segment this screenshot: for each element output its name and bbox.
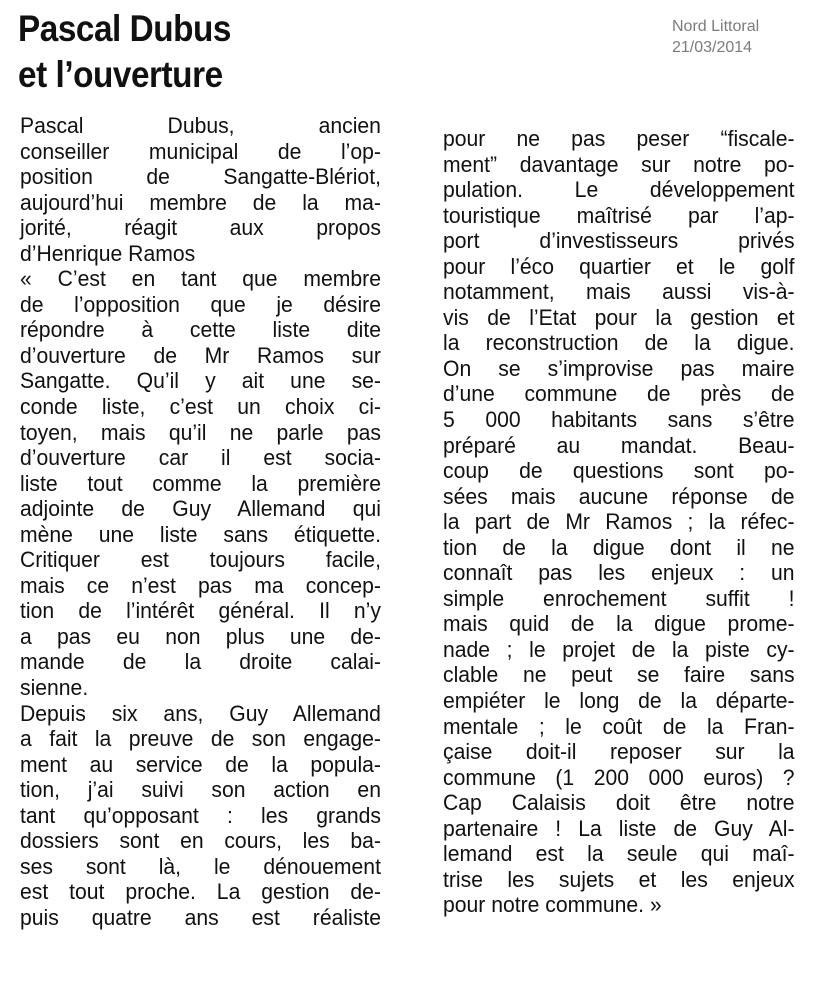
left-column-line: d’ouverture car il est socia- [20, 445, 381, 471]
left-column-line: mais ce n’est pas ma concep- [20, 572, 381, 598]
left-column-line: d’ouverture de Mr Ramos sur [20, 342, 381, 368]
left-column-line: mène une liste sans étiquette. [20, 521, 381, 547]
right-column-line: lemand est la seule qui maî- [443, 841, 795, 867]
right-column-line: clable ne peut se faire sans [443, 662, 795, 688]
right-column-line: la reconstruction de la digue. [443, 330, 795, 356]
right-column-line: ment” davantage sur notre po- [443, 151, 795, 177]
right-column-line: çaise doit-il reposer sur la [443, 739, 795, 765]
headline-line-2: et l’ouverture [18, 54, 223, 95]
left-column-line: tion, j’ai suivi son action en [20, 777, 381, 803]
left-column-line: est tout proche. La gestion de- [20, 879, 381, 905]
left-column-line: tion de l’intérêt général. Il n’y [20, 598, 381, 624]
left-column-line: mande de la droite calai- [20, 649, 381, 675]
left-column-line: Critiquer est toujours facile, [20, 547, 381, 573]
right-column-line: commune (1 200 000 euros) ? [443, 764, 795, 790]
left-column-line: jorité, réagit aux propos [20, 215, 381, 241]
left-column-line: conde liste, c’est un choix ci- [20, 394, 381, 420]
left-column-line: a pas eu non plus une de- [20, 623, 381, 649]
source-name: Nord Littoral [672, 18, 760, 35]
source-date: 21/03/2014 [672, 39, 753, 56]
right-column-line: coup de questions sont po- [443, 458, 795, 484]
left-column-line: « C’est en tant que membre [20, 266, 381, 292]
source-block [672, 16, 759, 58]
left-column-line: ses sont là, le dénouement [20, 853, 381, 879]
left-column-line: Sangatte. Qu’il y ait une se- [20, 368, 381, 394]
left-column-line: Pascal Dubus, ancien [20, 113, 381, 138]
left-column-line: de l’opposition que je désire [20, 291, 381, 317]
right-column-line: port d’investisseurs privés [443, 228, 795, 254]
right-column-line: pour l’éco quartier et le golf [443, 253, 795, 279]
right-column-line: pour ne pas peser “fiscale- [443, 126, 795, 151]
right-column-line: pour notre commune. » [443, 892, 662, 918]
left-column-line: liste tout comme la première [20, 470, 381, 496]
left-column-line: tant qu’opposant : les grands [20, 802, 381, 828]
headline [18, 6, 231, 98]
left-column-line: position de Sangatte-Blériot, [20, 164, 381, 190]
left-column-line: Depuis six ans, Guy Allemand [20, 700, 381, 726]
article-column-left [20, 113, 381, 931]
right-column-line: notamment, mais aussi vis-à- [443, 279, 795, 305]
article-column-right [443, 126, 795, 918]
right-column-line: simple enrochement suffit ! [443, 585, 795, 611]
right-column-line: connaît pas les enjeux : un [443, 560, 795, 586]
right-column-line: pulation. Le développement [443, 177, 795, 203]
left-column-line: sienne. [20, 675, 89, 701]
right-column-line: touristique maîtrisé par l’ap- [443, 202, 795, 228]
right-column-line: préparé au mandat. Beau- [443, 432, 795, 458]
left-column-line: d’Henrique Ramos [20, 240, 196, 266]
left-column-line: toyen, mais qu’il ne parle pas [20, 419, 381, 445]
right-column-line: sées mais aucune réponse de [443, 483, 795, 509]
right-column-line: On se s’improvise pas maire [443, 355, 795, 381]
left-column-line: conseiller municipal de l’op- [20, 138, 381, 164]
right-column-line: trise les sujets et les enjeux [443, 866, 795, 892]
left-column-line: répondre à cette liste dite [20, 317, 381, 343]
right-column-line: Cap Calaisis doit être notre [443, 790, 795, 816]
right-column-line: d’une commune de près de [443, 381, 795, 407]
right-column-line: nade ; le projet de la piste cy- [443, 636, 795, 662]
left-column-line: dossiers sont en cours, les ba- [20, 828, 381, 854]
left-column-line: ment au service de la popula- [20, 751, 381, 777]
right-column-line: mentale ; le coût de la Fran- [443, 713, 795, 739]
left-column-line: aujourd’hui membre de la ma- [20, 189, 381, 215]
left-column-line: a fait la preuve de son engage- [20, 726, 381, 752]
headline-line-1: Pascal Dubus [18, 8, 231, 49]
right-column-line: 5 000 habitants sans s’être [443, 407, 795, 433]
right-column-line: empiéter le long de la départe- [443, 688, 795, 714]
right-column-line: vis de l’Etat pour la gestion et [443, 304, 795, 330]
right-column-line: la part de Mr Ramos ; la réfec- [443, 509, 795, 535]
left-column-line: adjointe de Guy Allemand qui [20, 496, 381, 522]
left-column-line: puis quatre ans est réaliste [20, 904, 381, 930]
right-column-line: partenaire ! La liste de Guy Al- [443, 815, 795, 841]
right-column-line: mais quid de la digue prome- [443, 611, 795, 637]
right-column-line: tion de la digue dont il ne [443, 534, 795, 560]
